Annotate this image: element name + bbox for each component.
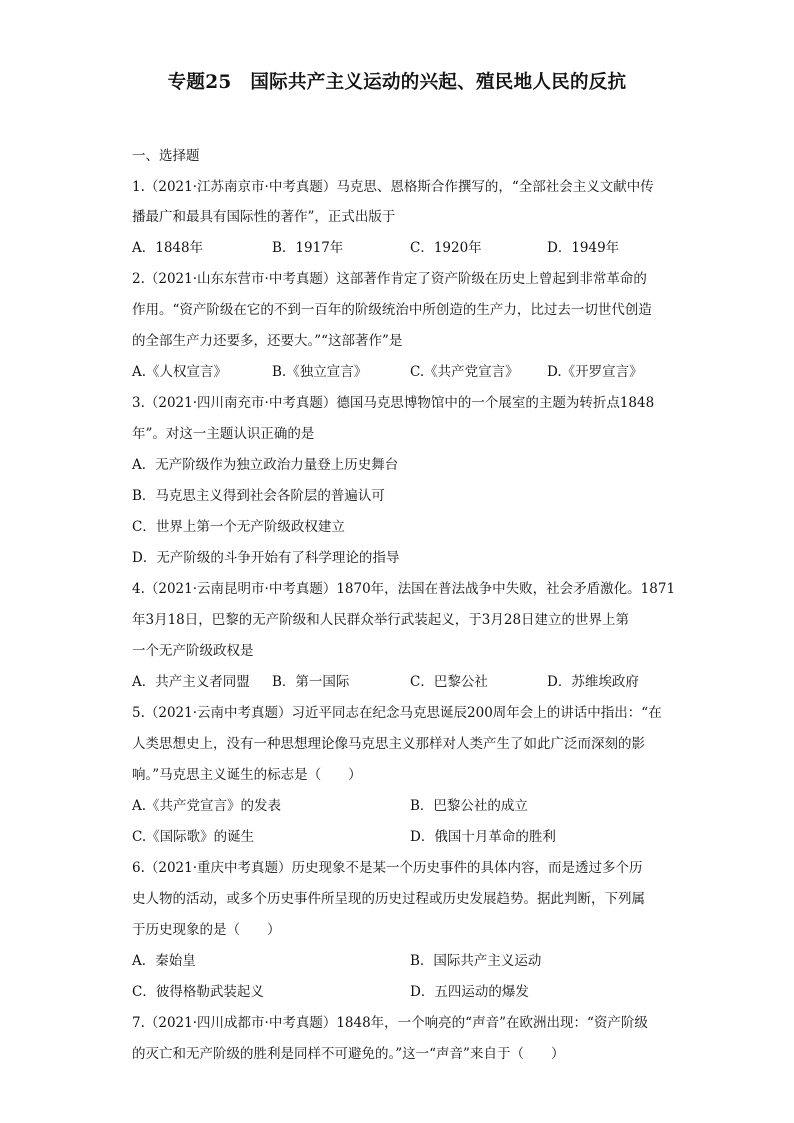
question-3-option-b: B．马克思主义得到社会各阶层的普遍认可 bbox=[132, 488, 385, 504]
question-2-line-3: 的全部生产力还要多，还要大。”“这部著作”是 bbox=[132, 333, 403, 349]
question-3-option-d: D．无产阶级的斗争开始有了科学理论的指导 bbox=[132, 550, 400, 566]
question-4-line-3: 一个无产阶级政权是 bbox=[132, 643, 254, 659]
question-1-line-1: 1.（2021·江苏南京市·中考真题）马克思、恩格斯合作撰写的，“全部社会主义文献中传 bbox=[132, 179, 654, 195]
option-a: A.《人权宣言》 bbox=[132, 364, 228, 380]
option-a: A．共产主义者同盟 bbox=[132, 674, 250, 690]
option-b: B.《独立宣言》 bbox=[272, 364, 368, 380]
option-d: D．1949年 bbox=[547, 240, 620, 256]
question-6-line-1: 6.（2021·重庆中考真题）历史现象不是某一个历史事件的具体内容，而是透过多个历 bbox=[132, 860, 643, 876]
question-3-option-c: C．世界上第一个无产阶级政权建立 bbox=[132, 519, 345, 535]
option-b: B．第一国际 bbox=[272, 674, 350, 690]
question-4-options bbox=[132, 672, 692, 692]
question-2-line-1: 2.（2021·山东东营市·中考真题）这部著作肯定了资产阶级在历史上曾起到非常革命的 bbox=[132, 271, 647, 287]
page-title: 专题25 国际共产主义运动的兴起、殖民地人民的反抗 bbox=[167, 72, 627, 93]
question-6-options-row-1 bbox=[132, 951, 692, 971]
question-5-options-row-1 bbox=[132, 796, 692, 816]
question-4-line-1: 4.（2021·云南昆明市·中考真题）1870年，法国在普法战争中失败，社会矛盾激化。1871 bbox=[132, 581, 676, 597]
option-c: C．彼得格勒武装起义 bbox=[132, 984, 264, 1000]
option-a: A.《共产党宣言》的发表 bbox=[132, 798, 282, 814]
question-1-options bbox=[132, 238, 692, 258]
question-4-line-2: 年3月18日，巴黎的无产阶级和人民群众举行武装起义，于3月28日建立的世界上第 bbox=[132, 612, 630, 628]
question-1-line-2: 播最广和最具有国际性的著作”，正式出版于 bbox=[132, 209, 396, 225]
question-5-line-2: 人类思想史上，没有一种思想理论像马克思主义那样对人类产生了如此广泛而深刻的影 bbox=[132, 736, 645, 752]
option-d: D．五四运动的爆发 bbox=[410, 984, 529, 1000]
question-5-options-row-2 bbox=[132, 827, 692, 847]
question-3-option-a: A．无产阶级作为独立政治力量登上历史舞台 bbox=[132, 457, 399, 473]
option-d: D．苏维埃政府 bbox=[547, 674, 639, 690]
question-6-line-3: 于历史现象的是（ ） bbox=[132, 922, 281, 938]
option-c: C．1920年 bbox=[410, 240, 482, 256]
question-3-line-2: 年”。对这一主题认识正确的是 bbox=[132, 426, 315, 442]
question-5-line-3: 响。”马克思主义诞生的标志是（ ） bbox=[132, 767, 362, 783]
section-heading: 一、选择题 bbox=[132, 148, 200, 164]
question-6-options-row-2 bbox=[132, 982, 692, 1002]
question-7-line-2: 的灭亡和无产阶级的胜利是同样不可避免的。”这一“声音”来自于（ ） bbox=[132, 1046, 565, 1062]
option-a: A．1848年 bbox=[132, 240, 204, 256]
option-c: C．巴黎公社 bbox=[410, 674, 488, 690]
question-2-line-2: 作用。“资产阶级在它的不到一百年的阶级统治中所创造的生产力，比过去一切世代创造 bbox=[132, 302, 652, 318]
question-5-line-1: 5.（2021·云南中考真题）习近平同志在纪念马克思诞辰200周年会上的讲话中指出：“在 bbox=[132, 705, 662, 721]
option-d: D．俄国十月革命的胜利 bbox=[410, 829, 556, 845]
question-2-options bbox=[132, 362, 692, 382]
option-d: D.《开罗宣言》 bbox=[547, 364, 643, 380]
question-7-line-1: 7.（2021·四川成都市·中考真题）1848年，一个响亮的“声音”在欧洲出现：“资产阶级 bbox=[132, 1015, 648, 1031]
question-3-line-1: 3.（2021·四川南充市·中考真题）德国马克思博物馆中的一个展室的主题为转折点1848 bbox=[132, 395, 655, 411]
option-b: B．巴黎公社的成立 bbox=[410, 798, 528, 814]
option-a: A．秦始皇 bbox=[132, 953, 196, 969]
option-b: B．国际共产主义运动 bbox=[410, 953, 542, 969]
question-6-line-2: 史人物的活动，或多个历史事件所呈现的历史过程或历史发展趋势。据此判断，下列属 bbox=[132, 891, 645, 907]
option-c: C.《共产党宣言》 bbox=[410, 364, 519, 380]
option-c: C.《国际歌》的诞生 bbox=[132, 829, 255, 845]
option-b: B．1917年 bbox=[272, 240, 344, 256]
